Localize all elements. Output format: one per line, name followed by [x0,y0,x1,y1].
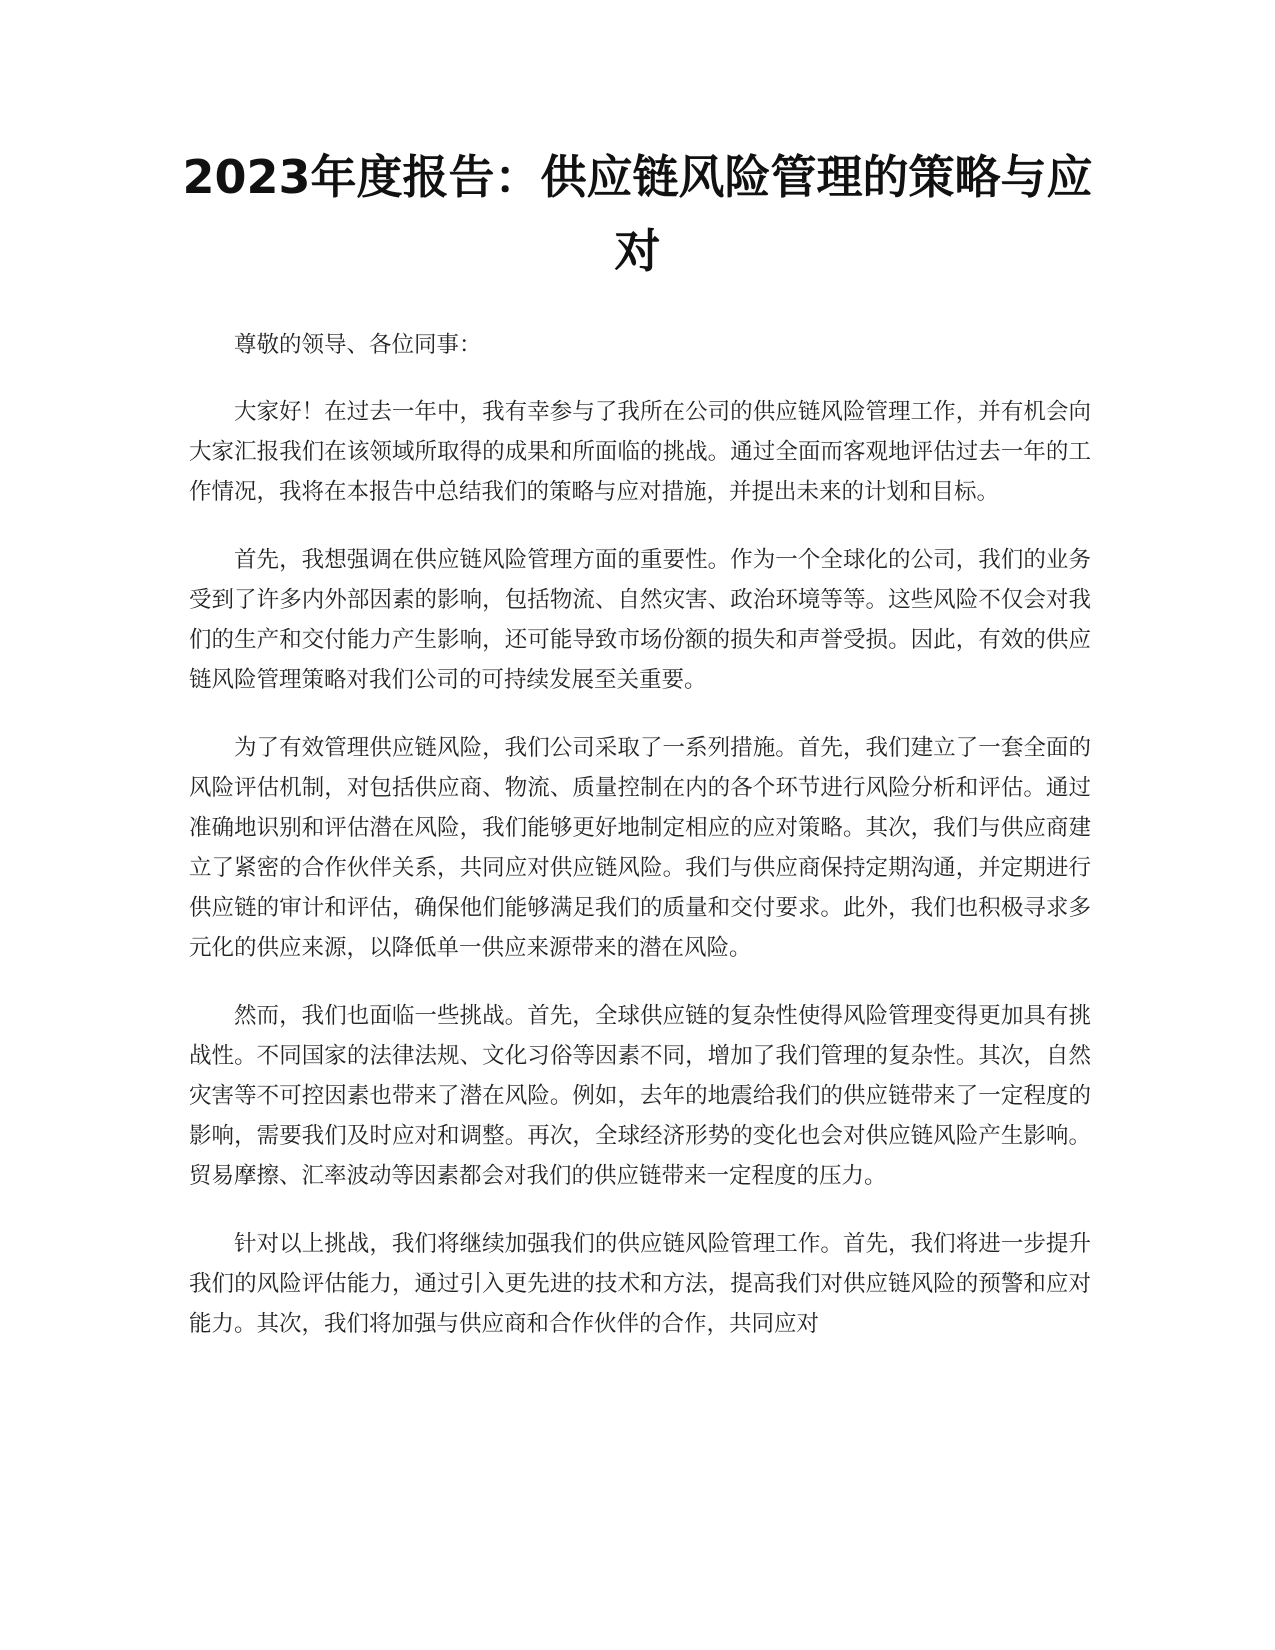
paragraph-3: 为了有效管理供应链风险，我们公司采取了一系列措施。首先，我们建立了一套全面的风险评估机制，对包括供应商、物流、质量控制在内的各个环节进行风险分析和评估。通过准确地识别和评估潜在风险，我们能够更好地制定相应的应对策略。其次，我们与供应商建立了紧密的合作伙伴关系，共同应对供应链风险。我们与供应商保持定期沟通，并定期进行供应链的审计和评估，确保他们能够满足我们的质量和交付要求。此外，我们也积极寻求多元化的供应来源，以降低单一供应来源带来的潜在风险。 [189,735,1091,961]
paragraph-4: 然而，我们也面临一些挑战。首先，全球供应链的复杂性使得风险管理变得更加具有挑战性。不同国家的法律法规、文化习俗等因素不同，增加了我们管理的复杂性。其次，自然灾害等不可控因素也带来了潜在风险。例如，去年的地震给我们的供应链带来了一定程度的影响，需要我们及时应对和调整。再次，全球经济形势的变化也会对供应链风险产生影响。贸易摩擦、汇率波动等因素都会对我们的供应链带来一定程度的压力。 [189,1003,1091,1189]
paragraph-5: 针对以上挑战，我们将继续加强我们的供应链风险管理工作。首先，我们将进一步提升我们的风险评估能力，通过引入更先进的技术和方法，提高我们对供应链风险的预警和应对能力。其次，我们将加强与供应商和合作伙伴的合作，共同应对 [189,1231,1091,1337]
document-title: 2023年度报告：供应链风险管理的策略与应对 [182,150,1093,278]
salutation: 尊敬的领导、各位同事： [234,332,482,358]
paragraph-2: 首先，我想强调在供应链风险管理方面的重要性。作为一个全球化的公司，我们的业务受到了许多内外部因素的影响，包括物流、自然灾害、政治环境等等。这些风险不仅会对我们的生产和交付能力产生影响，还可能导致市场份额的损失和声誉受损。因此，有效的供应链风险管理策略对我们公司的可持续发展至关重要。 [189,547,1091,693]
paragraph-1: 大家好！在过去一年中，我有幸参与了我所在公司的供应链风险管理工作，并有机会向大家汇报我们在该领域所取得的成果和所面临的挑战。通过全面而客观地评估过去一年的工作情况，我将在本报告中总结我们的策略与应对措施，并提出未来的计划和目标。 [189,399,1091,505]
document-body [189,325,1091,1372]
